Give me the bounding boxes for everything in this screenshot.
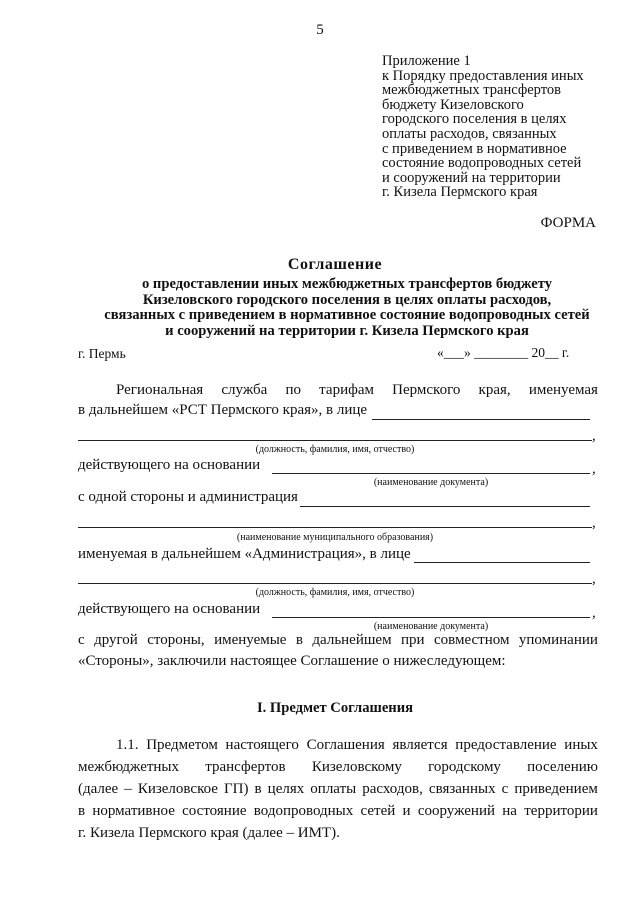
date-field: «___» ________ 20__ г. <box>437 345 570 360</box>
word: Соглашения <box>306 737 385 753</box>
word: приведением <box>514 781 598 797</box>
other-side-line-2: «Стороны», заключили настоящее Соглашение о нижеследующем: <box>78 653 506 669</box>
subtitle-line: Кизеловского городского поселения в целях оплаты расходов, <box>142 291 552 308</box>
word: оплаты <box>310 781 357 797</box>
appendix-line: городского поселения в целях <box>382 111 567 128</box>
comma: , <box>592 461 596 477</box>
word: и <box>402 803 411 819</box>
blank-line[interactable] <box>78 527 592 528</box>
paragraph-line <box>116 737 598 754</box>
word: края, <box>478 382 511 398</box>
word: другой <box>94 632 138 648</box>
word: территории <box>524 803 598 819</box>
blank-line[interactable] <box>372 419 590 420</box>
comma: , <box>592 605 596 621</box>
word: ГП) <box>223 781 249 797</box>
paragraph-line <box>78 803 598 820</box>
appendix-line: межбюджетных трансфертов <box>382 82 561 99</box>
caption-municipality: (наименование муниципального образования) <box>236 532 434 543</box>
subtitle-line: о предоставлении иных межбюджетных трансфертов бюджету <box>141 276 553 292</box>
admin-line: с одной стороны и администрация <box>78 489 298 505</box>
word: дальнейшем <box>312 632 392 648</box>
word: является <box>392 737 448 753</box>
word: совместном <box>433 632 510 648</box>
word: иных <box>564 737 598 753</box>
word: по <box>285 382 301 398</box>
comma: , <box>592 571 596 587</box>
word: именуемая <box>528 382 598 398</box>
word: водопроводных <box>253 803 354 819</box>
subtitle-line: и сооружений на территории г. Кизела Пермского края <box>165 322 529 339</box>
appendix-line: Приложение 1 <box>382 53 471 69</box>
word: сооружений <box>417 803 496 819</box>
word: в <box>295 632 303 648</box>
word: именуемые <box>214 632 287 648</box>
blank-line[interactable] <box>78 440 592 441</box>
comma: , <box>592 515 596 531</box>
blank-line[interactable] <box>300 506 590 507</box>
word: городскому <box>428 759 501 775</box>
word: в <box>78 803 86 819</box>
city: г. Пермь <box>78 346 126 361</box>
caption-official: (должность, фамилия, имя, отчество) <box>255 587 415 598</box>
word: настоящего <box>225 737 299 753</box>
paragraph-line <box>78 781 598 798</box>
word: с <box>78 632 85 648</box>
rst-line-1 <box>116 382 598 399</box>
word: с <box>501 781 509 797</box>
section-heading: I. Предмет Соглашения <box>256 700 414 716</box>
word: тарифам <box>319 382 374 398</box>
caption-document: (наименование документа) <box>373 621 489 632</box>
word: нормативное <box>92 803 175 819</box>
appendix-line: состояние водопроводных сетей <box>382 155 582 172</box>
word: Предметом <box>146 737 218 753</box>
acting-basis-2: действующего на основании <box>78 601 261 617</box>
document-title: Соглашение <box>287 256 383 273</box>
word: служба <box>221 382 268 398</box>
blank-line[interactable] <box>414 562 590 563</box>
word: при <box>401 632 425 648</box>
word: Кизеловскому <box>311 759 402 775</box>
appendix-line: оплаты расходов, связанных <box>382 125 557 142</box>
blank-line[interactable] <box>78 583 592 584</box>
appendix-line: и сооружений на территории <box>382 169 561 186</box>
word: состояние <box>182 803 247 819</box>
comma: , <box>592 428 596 444</box>
blank-line[interactable] <box>272 617 590 618</box>
appendix-line: бюджету Кизеловского <box>382 96 524 113</box>
rst-line-2: в дальнейшем «РСТ Пермского края», в лице <box>78 402 368 418</box>
word: Региональная <box>116 382 204 398</box>
word: стороны, <box>147 632 205 648</box>
caption-document: (наименование документа) <box>373 477 489 488</box>
word: 1.1. <box>116 737 139 753</box>
paragraph-line <box>78 759 598 776</box>
word: целях <box>267 781 305 797</box>
subtitle-line: связанных с приведением в нормативное состояние водопроводных сетей <box>104 307 590 323</box>
blank-line[interactable] <box>272 473 590 474</box>
word: расходов, <box>362 781 423 797</box>
word: Кизеловское <box>137 781 218 797</box>
admin-named: именуемая в дальнейшем «Администрация», в лице <box>78 546 411 562</box>
word: Пермского <box>392 382 461 398</box>
word: трансфертов <box>205 759 286 775</box>
word: поселению <box>527 759 598 775</box>
document-subtitle <box>60 277 634 339</box>
word: на <box>502 803 517 819</box>
word: в <box>254 781 262 797</box>
appendix-line: г. Кизела Пермского края <box>382 184 538 201</box>
word: – <box>124 781 132 797</box>
acting-basis-1: действующего на основании <box>78 457 261 473</box>
form-label: ФОРМА <box>540 215 596 231</box>
other-side-line-1 <box>78 632 598 649</box>
word: (далее <box>78 781 119 797</box>
appendix-line: с приведением в нормативное <box>382 140 567 157</box>
word: предоставление <box>455 737 557 753</box>
caption-official: (должность, фамилия, имя, отчество) <box>255 444 415 455</box>
word: связанных <box>428 781 496 797</box>
word: межбюджетных <box>78 759 180 775</box>
word: сетей <box>360 803 396 819</box>
paragraph-last-line: г. Кизела Пермского края (далее – ИМТ). <box>78 825 340 841</box>
appendix-line: к Порядку предоставления иных <box>382 67 584 84</box>
page-number: 5 <box>316 22 324 38</box>
appendix-header <box>382 54 584 200</box>
word: упоминании <box>518 632 598 648</box>
